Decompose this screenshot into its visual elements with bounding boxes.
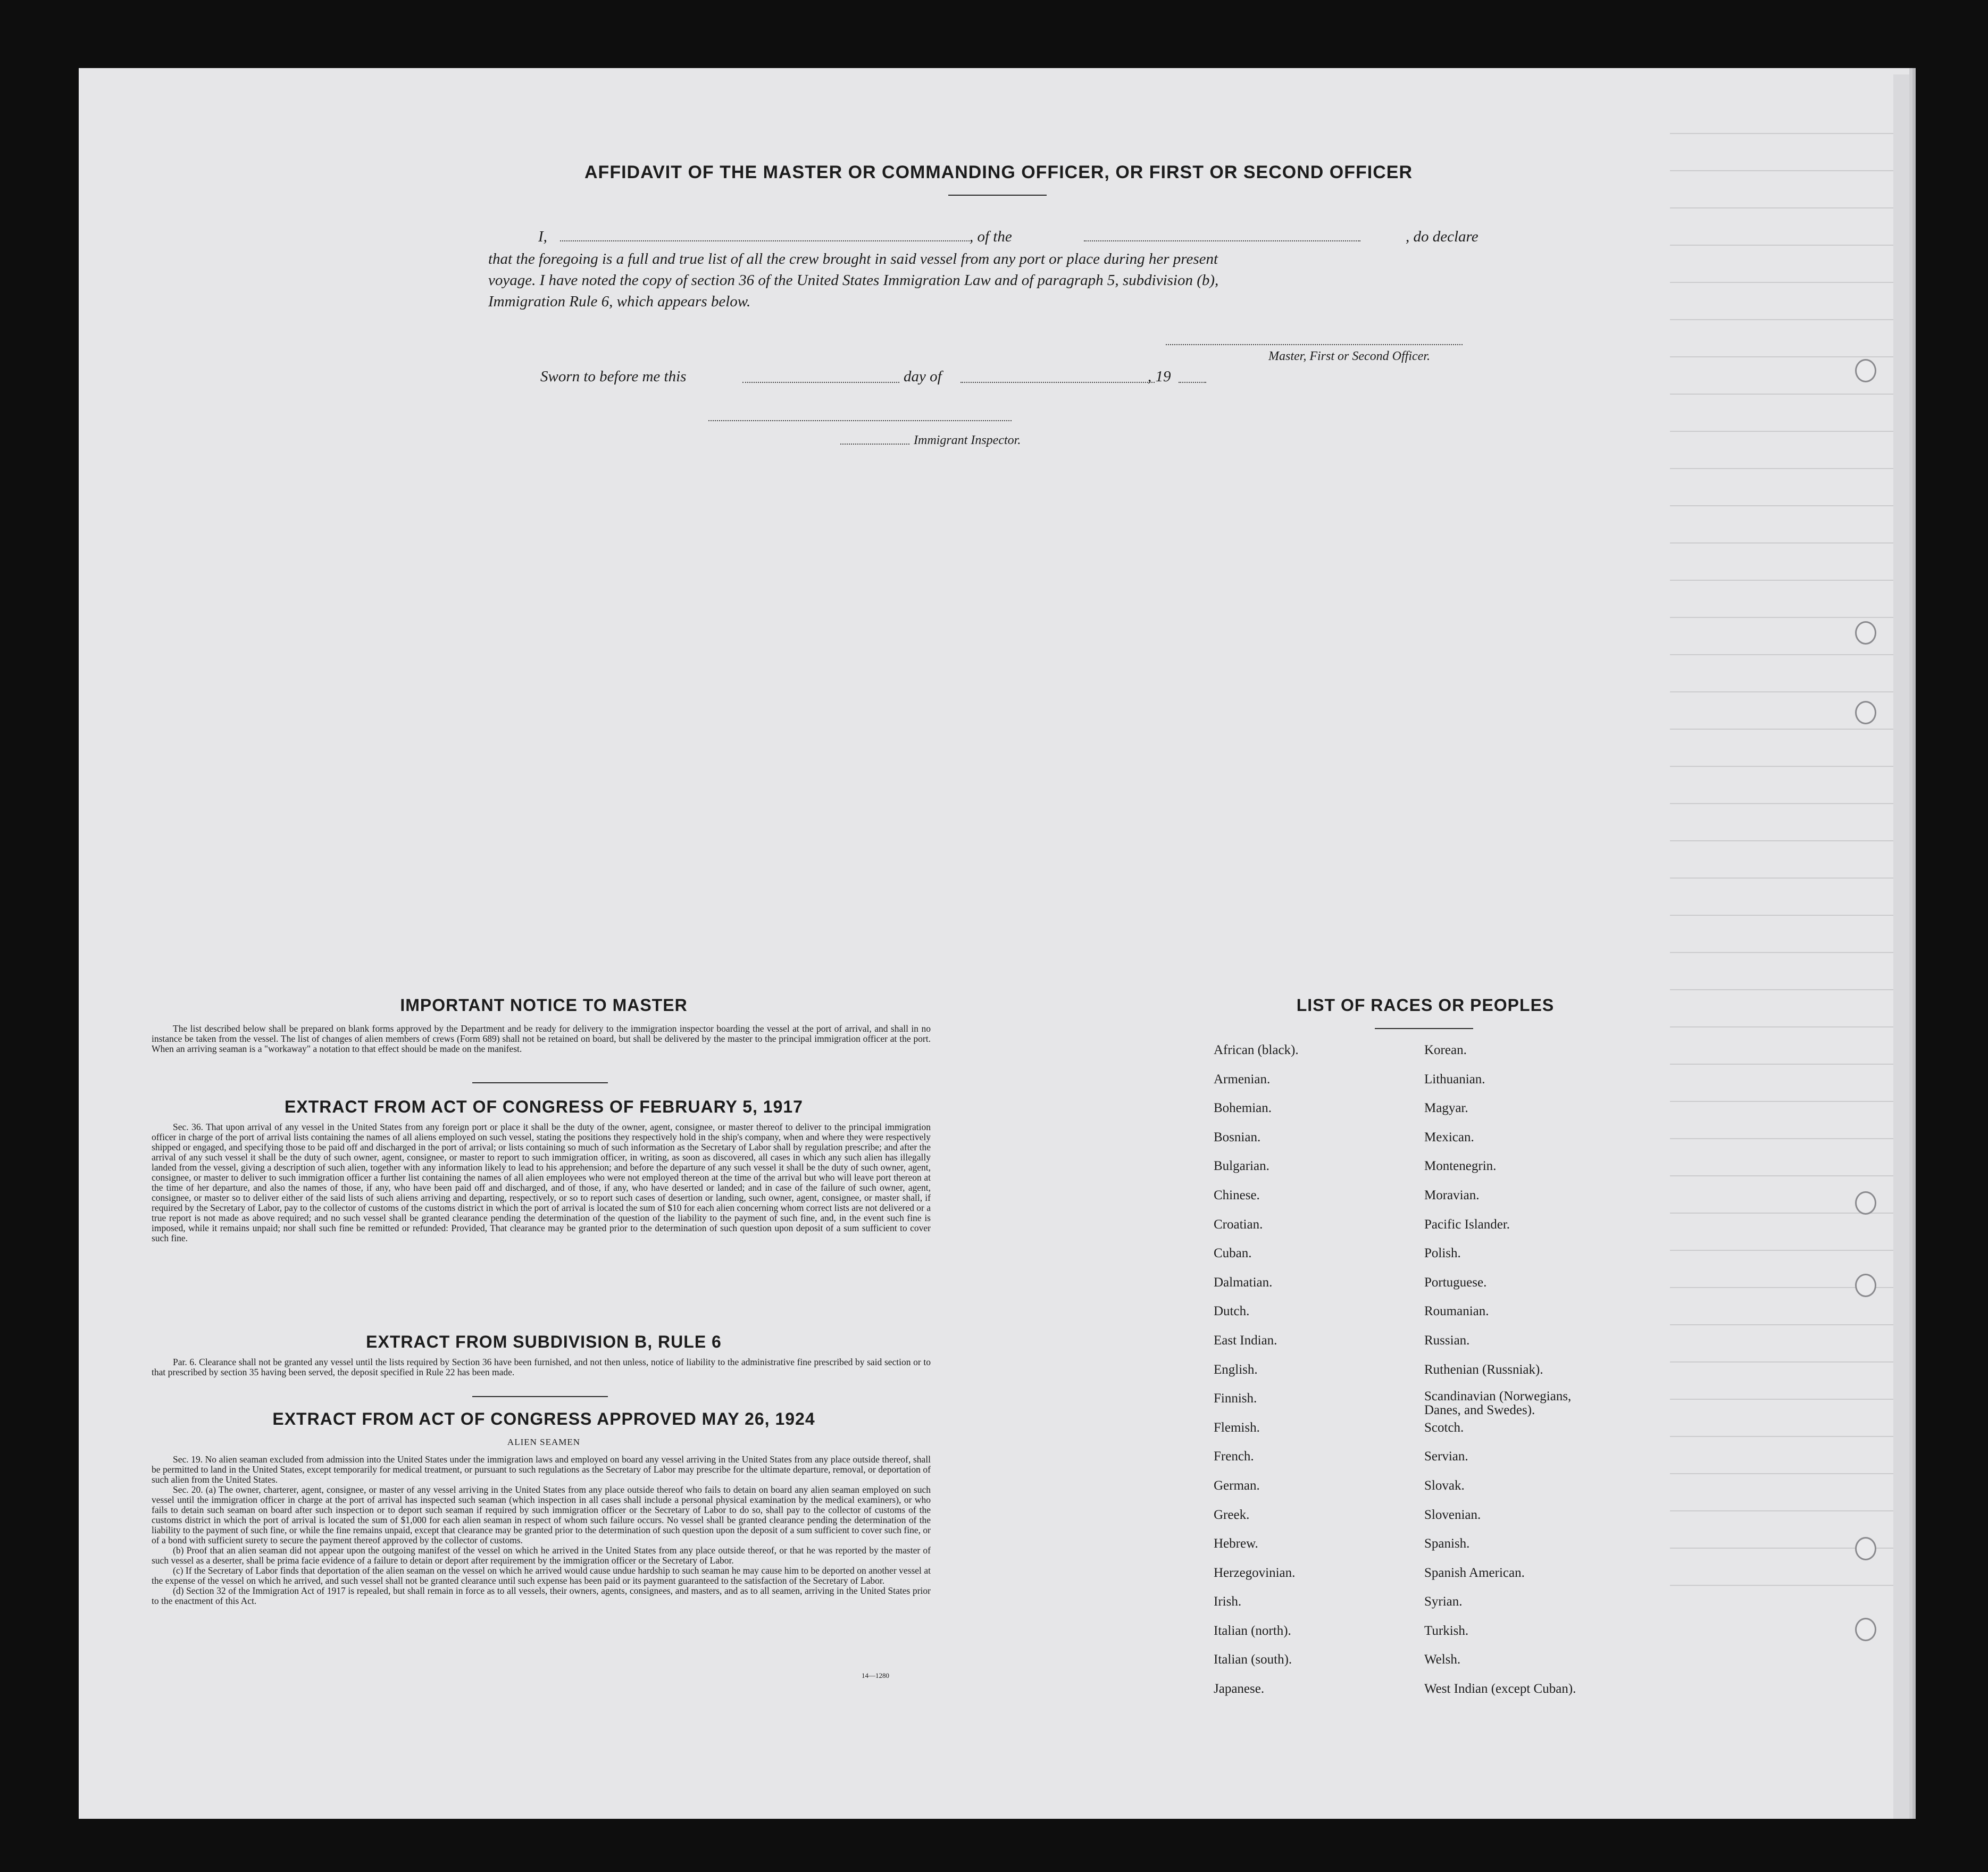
section-20a: Sec. 20. (a) The owner, charterer, agent, consignee, or master of any vessel arriving in the United States from any place outside thereof who fails to detain on board any alien seaman employed on such vessel until the immigration officer in charge at the port of arrival has inspected such seaman (which inspection in all cases shall include a personal physical examination by the medical examiners), or who fails to detain such seaman on board after such inspection or to deport such seaman if required by such immigration officer or the Secretary of Labor to do so, shall pay to the collector of customs of the customs district in which the port of arrival is located the sum of $1,000 for each alien seaman in respect of whom such failure occurs. No vessel shall be granted clearance pending the determination of the liability to the payment of such fine, or while the fine remains unpaid, except that clearance may be granted prior to the determination of such question upon the deposit of a sum sufficient to cover such fine, or of a bond with sufficient surety to secure the payment thereof approved by the collector of customs. bbox=[152, 1484, 931, 1545]
race-item: Slovak. bbox=[1424, 1478, 1465, 1493]
affidavit-line2: that the foregoing is a full and true list of all the crew brought in said vessel from any port or place during her present bbox=[488, 250, 1218, 268]
race-item: West Indian (except Cuban). bbox=[1424, 1682, 1576, 1697]
punch-hole bbox=[1855, 701, 1876, 724]
affidavit-line4: Immigration Rule 6, which appears below. bbox=[488, 293, 751, 310]
race-item: Italian (north). bbox=[1214, 1623, 1291, 1638]
race-item: Portuguese. bbox=[1424, 1275, 1487, 1290]
race-item: Finnish. bbox=[1214, 1391, 1257, 1406]
form-number: 14—1280 bbox=[862, 1672, 889, 1679]
affidavit-title: AFFIDAVIT OF THE MASTER OR COMMANDING OFFICER, OR FIRST OR SECOND OFFICER bbox=[584, 162, 1413, 182]
punch-hole bbox=[1855, 1274, 1876, 1297]
year-label: , 19 bbox=[1148, 368, 1171, 385]
race-item: Hebrew. bbox=[1214, 1536, 1258, 1551]
race-item: Syrian. bbox=[1424, 1594, 1463, 1609]
race-item: Spanish American. bbox=[1424, 1565, 1525, 1580]
divider bbox=[948, 195, 1047, 196]
do-declare-label: , do declare bbox=[1406, 228, 1479, 245]
master-signature-line[interactable] bbox=[1166, 344, 1463, 345]
race-item: Croatian. bbox=[1214, 1217, 1263, 1232]
race-item: Welsh. bbox=[1424, 1652, 1461, 1667]
affidavit-line3: voyage. I have noted the copy of section 36 of the United States Immigration Law and of paragraph 5, subdivision (b), bbox=[488, 272, 1219, 289]
race-item: Scotch. bbox=[1424, 1420, 1464, 1435]
sworn-month-field[interactable] bbox=[960, 382, 1155, 383]
race-item: Moravian. bbox=[1424, 1188, 1480, 1202]
name-field[interactable] bbox=[560, 240, 970, 241]
extract1917-body bbox=[152, 1122, 931, 1243]
punch-hole bbox=[1855, 621, 1876, 645]
extract1924-title: EXTRACT FROM ACT OF CONGRESS APPROVED MAY 26, 1924 bbox=[272, 1409, 815, 1428]
race-item: Mexican. bbox=[1424, 1130, 1474, 1144]
section-20c: (c) If the Secretary of Labor finds that deportation of the alien seaman on the vessel on which he arrived would cause undue hardship to such seaman he may cause him to be deported on another vessel at the expense of the vessel on which he arrived, and such vessel shall not be granted clearance until such expense has been paid or its payment guaranteed to the satisfaction of the Secretary of Labor. bbox=[152, 1565, 931, 1586]
extract1917-title: EXTRACT FROM ACT OF CONGRESS OF FEBRUARY 5, 1917 bbox=[285, 1097, 803, 1116]
race-item: Polish. bbox=[1424, 1246, 1461, 1261]
race-item: Ruthenian (Russniak). bbox=[1424, 1362, 1543, 1377]
races-column-2 bbox=[1424, 1041, 1648, 1709]
race-item: English. bbox=[1214, 1362, 1258, 1377]
race-item: German. bbox=[1214, 1478, 1260, 1493]
race-item: African (black). bbox=[1214, 1043, 1299, 1057]
page-edge bbox=[1893, 74, 1909, 1819]
race-item: Italian (south). bbox=[1214, 1652, 1292, 1667]
section-20b: (b) Proof that an alien seaman did not appear upon the outgoing manifest of the vessel on which he arrived in the United States from any place outside thereof, or that he was reported by the master of such vessel as a deserter, shall be prima facie evidence of a failure to detain or deport after requirement by the immigration officer or the Secretary of Labor. bbox=[152, 1545, 931, 1566]
section-36: Sec. 36. That upon arrival of any vessel in the United States from any foreign port or place it shall be the duty of the owner, agent, consignee, or master thereof to deliver to the principal immigration officer in charge of the port of arrival lists containing the names of all aliens employed on such vessel, stating the positions they respectively hold in the ship's company, when and where they were respectively shipped or engaged, and specifying those to be paid off and discharged in the port of arrival; or lists containing so much of such information as the Secretary of Labor shall by regulation prescribe; and after the arrival of any such vessel it shall be the duty of such owner, agent, consignee, or master to report to such immigration officer, in writing, as soon as discovered, all cases in which any such alien has illegally landed from the vessel, giving a description of such alien, together with any information likely to lead to his apprehension; and before the departure of any such vessel it shall be the duty of such owner, agent, consignee, or master to deliver to such immigration officer a further list containing the names of all alien employees who were not employed thereon at the time of the arrival but who will leave port thereon at the time of her departure, and also the names of those, if any, who have been paid off and discharged, and of those, if any, who have deserted or landed; and in case of the failure of such owner, agent, consignee, or master so to deliver either of the said lists of such aliens arriving and departing, respectively, or so to report such cases of desertion or landing, such owner, agent, consignee, or master shall, if required by the Secretary of Labor, pay to the collector of customs of the customs district in which the port of arrival is located the sum of $10 for each alien concerning whom correct lists are not delivered or a true report is not made as above required; and no such vessel shall be granted clearance pending the determination of the question of the liability to the payment of such fine, and, in the event such fine is imposed, while it remains unpaid; nor shall such fine be remitted or refunded: Provided, That clearance may be granted prior to the determination of such question upon deposit of a sum sufficient to cover such fine. bbox=[152, 1122, 931, 1243]
race-item: Roumanian. bbox=[1424, 1304, 1489, 1319]
alien-seamen-subtitle: ALIEN SEAMEN bbox=[507, 1437, 581, 1447]
race-item: East Indian. bbox=[1214, 1333, 1277, 1348]
day-of-label: day of bbox=[904, 368, 942, 385]
section-20d: (d) Section 32 of the Immigration Act of 1917 is repealed, but shall remain in force as to all vessels, their owners, agents, consignees, and masters, and as to all seamen, arriving in the United States prior to the enactment of this Act. bbox=[152, 1585, 931, 1606]
race-item: Irish. bbox=[1214, 1594, 1242, 1609]
race-item: Bulgarian. bbox=[1214, 1159, 1269, 1174]
punch-hole bbox=[1855, 359, 1876, 382]
sworn-line bbox=[540, 366, 1232, 387]
divider bbox=[1375, 1028, 1473, 1029]
race-item: Russian. bbox=[1424, 1333, 1470, 1348]
race-item: French. bbox=[1214, 1449, 1254, 1464]
race-item: Spanish. bbox=[1424, 1536, 1470, 1551]
race-item: Pacific Islander. bbox=[1424, 1217, 1510, 1232]
inspector-signature-line[interactable] bbox=[708, 420, 1012, 421]
race-item: Dutch. bbox=[1214, 1304, 1250, 1319]
section-19: Sec. 19. No alien seaman excluded from admission into the United States under the immigration laws and employed on board any vessel arriving in the United States from any place outside thereof, shall be permitted to land in the United States, except temporarily for medical treatment, or pursuant to such regulations as the Secretary of Labor may prescribe for the ultimate departure, removal, or deportation of such alien from the United States. bbox=[152, 1454, 931, 1485]
sworn-year-field[interactable] bbox=[1179, 382, 1206, 383]
of-the-label: , of the bbox=[970, 228, 1012, 245]
divider bbox=[472, 1396, 608, 1397]
race-item: Montenegrin. bbox=[1424, 1159, 1497, 1174]
master-signature-label: Master, First or Second Officer. bbox=[1268, 349, 1430, 363]
notice-paragraph: The list described below shall be prepared on blank forms approved by the Department and be ready for delivery to the immigration inspector boarding the vessel at the port of arrival, and shall in no instance be taken from the vessel. The list of changes of alien members of crews (Form 689) shall not be retained on board, but shall be delivered by the master to the principal immigration officer at the port. When an arriving seaman is a "workaway" a notation to that effect should be made on the manifest. bbox=[152, 1023, 931, 1054]
notice-body bbox=[152, 1024, 931, 1054]
race-item: Flemish. bbox=[1214, 1420, 1260, 1435]
races-column-1 bbox=[1214, 1041, 1416, 1709]
race-item: Magyar. bbox=[1424, 1101, 1468, 1116]
extract1924-body bbox=[152, 1455, 931, 1606]
race-item: Chinese. bbox=[1214, 1188, 1260, 1202]
race-item: Armenian. bbox=[1214, 1072, 1271, 1087]
vessel-field[interactable] bbox=[1084, 240, 1360, 241]
races-title: LIST OF RACES OR PEOPLES bbox=[1296, 996, 1555, 1015]
race-item: Korean. bbox=[1424, 1043, 1467, 1057]
affidavit-line1 bbox=[488, 226, 1509, 247]
i-label: I, bbox=[538, 228, 547, 245]
punch-hole bbox=[1855, 1537, 1876, 1560]
race-item: Slovenian. bbox=[1424, 1507, 1481, 1522]
paragraph-6: Par. 6. Clearance shall not be granted any vessel until the lists required by Section 36 have been furnished, and not then unless, notice of liability to the administrative fine prescribed by said section or to that prescribed by section 35 having been served, the deposit specified in Rule 22 has been made. bbox=[152, 1357, 931, 1377]
race-item: Herzegovinian. bbox=[1214, 1565, 1296, 1580]
race-item: Turkish. bbox=[1424, 1623, 1469, 1638]
race-item: Lithuanian. bbox=[1424, 1072, 1485, 1087]
race-item: Greek. bbox=[1214, 1507, 1250, 1522]
race-item: Bohemian. bbox=[1214, 1101, 1272, 1116]
race-item: Dalmatian. bbox=[1214, 1275, 1273, 1290]
race-item: Cuban. bbox=[1214, 1246, 1252, 1261]
punch-hole bbox=[1855, 1618, 1876, 1641]
inspector-signature-line-2[interactable] bbox=[840, 444, 909, 445]
rule6-title: EXTRACT FROM SUBDIVISION B, RULE 6 bbox=[366, 1332, 722, 1351]
race-item: Servian. bbox=[1424, 1449, 1468, 1464]
race-item: Bosnian. bbox=[1214, 1130, 1261, 1144]
race-item: Scandinavian (Norwegians, Danes, and Swedes). bbox=[1424, 1389, 1572, 1418]
race-item: Japanese. bbox=[1214, 1682, 1265, 1697]
inspector-signature-label: Immigrant Inspector. bbox=[914, 433, 1021, 447]
punch-hole bbox=[1855, 1191, 1876, 1215]
rule6-body bbox=[152, 1357, 931, 1377]
sworn-day-field[interactable] bbox=[742, 382, 899, 383]
sworn-label: Sworn to before me this bbox=[540, 368, 687, 385]
notice-title: IMPORTANT NOTICE TO MASTER bbox=[400, 996, 688, 1015]
divider bbox=[472, 1082, 608, 1083]
